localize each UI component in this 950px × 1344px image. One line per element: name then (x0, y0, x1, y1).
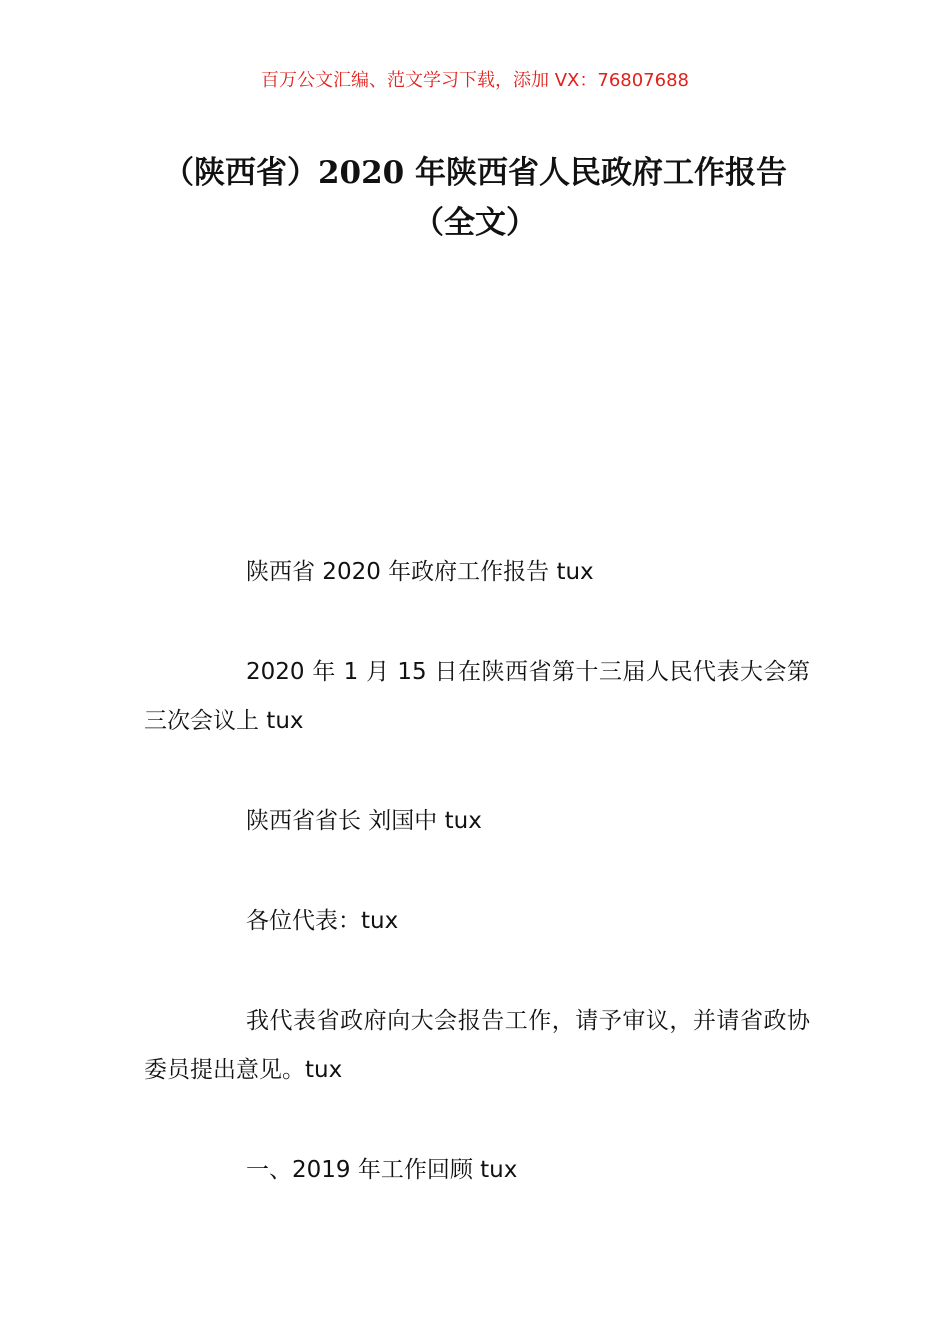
paragraph-report-name: 陕西省 2020 年政府工作报告 tux (246, 559, 594, 585)
document-body (144, 548, 810, 1246)
section-heading-review: 一、2019 年工作回顾 tux (246, 1157, 518, 1183)
header-promo-note: 百万公文汇编、范文学习下载，添加 VX：76807688 (261, 70, 689, 91)
paragraph-meeting-info: 2020 年 1 月 15 日在陕西省第十三届人民代表大会第三次会议上 tux (144, 659, 810, 734)
paragraph-opening: 我代表省政府向大会报告工作，请予审议，并请省政协委员提出意见。tux (144, 1008, 810, 1083)
paragraph-speaker: 陕西省省长 刘国中 tux (246, 808, 482, 834)
paragraph-salutation: 各位代表：tux (246, 908, 399, 934)
document-title: （陕西省）2020 年陕西省人民政府工作报告（全文） (162, 155, 788, 241)
